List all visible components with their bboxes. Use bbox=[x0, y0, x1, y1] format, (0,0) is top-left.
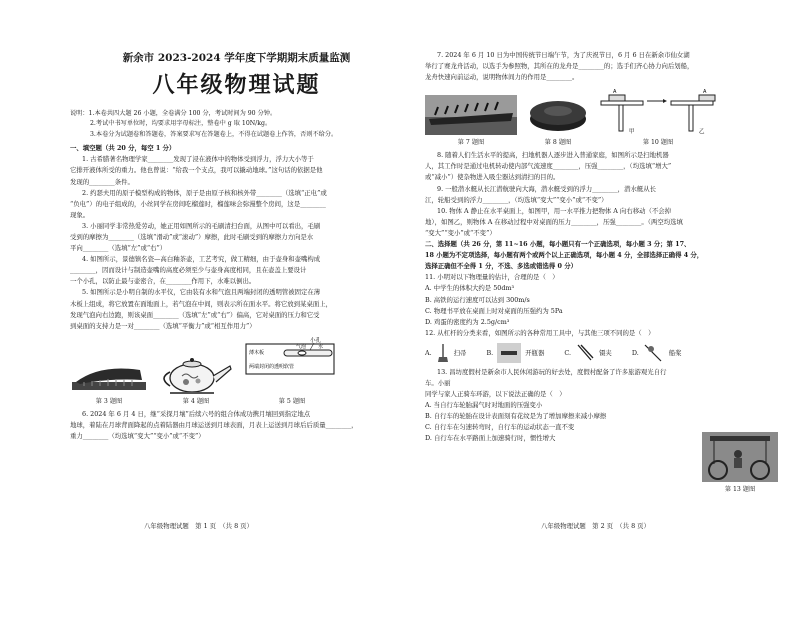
option: A. 当自行车轮胎漏气时对地面的压强变小 bbox=[425, 401, 543, 410]
option-letter: B. bbox=[486, 348, 494, 357]
section-heading bbox=[425, 239, 780, 272]
figure-3 bbox=[70, 360, 148, 405]
dragon-boat-photo bbox=[425, 95, 517, 135]
teapot-illustration bbox=[156, 352, 236, 394]
block-on-table-diagram bbox=[599, 87, 717, 135]
question-line: 1. 古希腊著名物理学家________发现了浸在液体中的物体受到浮力，浮力大小等于 bbox=[82, 155, 314, 164]
robot-vacuum-image bbox=[525, 95, 591, 135]
question-8 bbox=[425, 150, 780, 183]
svg-text:A: A bbox=[613, 89, 617, 96]
note-line: 3.本卷分为试题卷和答题卷，答案要求写在答题卷上，不得在试题卷上作答，否则不给分。 bbox=[90, 130, 338, 138]
figure-caption: 第 8 题图 bbox=[544, 139, 572, 147]
figure-10 bbox=[599, 87, 717, 146]
question-line: 地球，着陆在月球背面降起的点着陆器由月球运送到月球表面，月表上运送到月球后后质量________， bbox=[70, 420, 358, 429]
page-right bbox=[397, 0, 794, 618]
figure-4 bbox=[156, 352, 236, 405]
question-11 bbox=[425, 272, 780, 327]
label-board: 薄木板 bbox=[249, 349, 265, 356]
question-line: 平向________（选填“左”或“右”） bbox=[70, 244, 167, 253]
option-letter: D. bbox=[631, 348, 639, 357]
svg-text:A: A bbox=[703, 89, 707, 96]
option: C. 物理书平放在桌面上时对桌面的压强约为 5Pa bbox=[425, 306, 563, 315]
question-line: 木板上组成，将它放置在面地面上，若气泡在中间，则表示所在面水平。将它放到某桌面上， bbox=[70, 299, 333, 308]
question-line: 重力________（均选填“变大”“变小”或“不变”） bbox=[70, 432, 205, 440]
note-line: 2.考试中书写单位时，均要求用字母标注，整卷中 g 取 10N/kg。 bbox=[90, 120, 272, 128]
option: A. 中学生的体积大约是 50dm³ bbox=[425, 284, 515, 293]
oar-icon bbox=[643, 343, 665, 363]
label-hole: 小孔 bbox=[310, 337, 322, 344]
option-letter: A. bbox=[425, 348, 432, 357]
question-line: 到桌面的支持力是一对________（选填“平衡力”或“相互作用力”） bbox=[70, 321, 256, 330]
option-letter: C. bbox=[564, 348, 572, 357]
label-bubble: 气泡 bbox=[296, 343, 307, 350]
question-line: 8. 随着人们生活水平的提高，扫地机器人逐步进入普通家庭，如图所示是扫地机器 bbox=[437, 151, 669, 160]
option: D. 鸡蛋的密度约为 2.5g/cm³ bbox=[425, 317, 510, 326]
question-2 bbox=[70, 188, 383, 221]
question-line: 6. 2024 年 6 月 4 日，继“采探月壤”后续六号的组合体成功携月壤回到指定地点 bbox=[82, 409, 311, 418]
option: B. 自行车的轮胎在设计表面刻有花纹是为了增加摩擦来减小摩擦 bbox=[425, 412, 607, 421]
question-13 bbox=[425, 367, 675, 445]
exam-notes bbox=[70, 109, 383, 140]
section-line: 选择正确但不全得 1 分，不选、多选或错选得 0 分） bbox=[425, 262, 577, 271]
question-line: 2. 约瑟夫用的原子模型构成的物体，原子是由原子核和核外带________（选填“正电”或 bbox=[82, 188, 327, 197]
question-6 bbox=[70, 409, 383, 442]
question-line: 江，轮船受到的浮力________，（均选填“变大”“变小”或“不变”） bbox=[425, 195, 608, 204]
question-line: 5. 如图所示是小明自制的水平仪，它由装有水和气泡且两端封闭的透明管被固定在薄 bbox=[82, 288, 321, 297]
question-line: 同学与家人正骑车环游，以下说法正确的是（ ） bbox=[425, 390, 566, 399]
question-line: 受到的摩擦为________（选填“滑动”或“滚动”）摩擦，此时毛刷受到的摩擦力方向是水 bbox=[70, 232, 314, 241]
option-label: 扫帚 bbox=[453, 349, 467, 358]
question-stem: 12. 从杠杆的分类来看，如图所示的各种常用工具中，与其他三项不同的是（ ） bbox=[425, 328, 655, 337]
exam-header: 新余市 2023-2024 学年度下学期期末质量监测 bbox=[122, 52, 351, 64]
question-line: 一个小孔，以防止最与壶密合，在________作用下，水难以倒出。 bbox=[70, 277, 256, 286]
figure-caption: 第 5 题图 bbox=[278, 397, 306, 405]
figure-row bbox=[70, 336, 383, 405]
option: D. 自行车在水平路面上加速骑行时，惯性增大 bbox=[425, 434, 556, 443]
question-line: 地），如图乙，则物体 A 在移动过程中对桌面的压力________，压强________。（两空均选填 bbox=[425, 217, 683, 226]
question-line: 发现气泡向右边跑，则该桌面________（选填“左”或“右”）偏高，它对桌面的压力和它受 bbox=[70, 310, 320, 319]
label-water: 水 bbox=[318, 343, 324, 350]
section-line: 二、选择题（共 26 分，第 11~16 小题，每小题只有一个正确选项，每小题 3 分；第 17、 bbox=[425, 240, 691, 249]
label-jia: 甲 bbox=[629, 129, 635, 136]
level-illustration bbox=[244, 336, 340, 394]
section-line: 18 小题为不定项选择，每小题有两个或两个以上正确选项，每小题 4 分，全部选择正确得 4 分， bbox=[425, 251, 704, 260]
question-5 bbox=[70, 287, 383, 331]
page-footer: 八年级物理试题 第 2 页 （共 8 页） bbox=[541, 522, 650, 530]
figure-13 bbox=[702, 432, 778, 493]
option: C. 自行车在匀速转弯时，自行车的运动状态一直不变 bbox=[425, 423, 575, 432]
question-9 bbox=[425, 184, 780, 206]
question-line: 或“减小”）使杂物进入吸尘器达到清扫的目的。 bbox=[425, 173, 560, 182]
option-label: 镊夹 bbox=[599, 349, 612, 358]
bottle-opener-icon bbox=[497, 343, 521, 363]
question-line: 9. 一般潜水艇从长江潜航驶向大海，潜水艇受到的浮力________，潜水艇从长 bbox=[437, 184, 657, 193]
figure-8 bbox=[525, 95, 591, 146]
question-line: 13. 昌坊度假村是新余市人民休闲游玩的好去处，度假村配备了许多旅游观光自行车。小丽 bbox=[425, 367, 667, 387]
section-heading: 一、填空题（共 20 分，每空 1 分） bbox=[70, 144, 176, 153]
figure-caption: 第 3 题图 bbox=[95, 397, 123, 405]
exam-title: 八年级物理试题 bbox=[152, 72, 321, 98]
question-1 bbox=[70, 154, 383, 187]
question-line: “负电”）的电子组成的，小丝同学在房间吃榴莲时，榴莲味会弥漫整个房间，这是________ bbox=[70, 199, 326, 208]
note-line: 说明：1.本卷共四大题 26 小题，全卷满分 100 分，考试时间为 90 分钟。 bbox=[70, 110, 277, 117]
figure-caption: 第 13 题图 bbox=[724, 486, 756, 493]
label-tube: 两端封闭的透明软管 bbox=[249, 363, 295, 370]
option-label: 开瓶器 bbox=[525, 349, 545, 358]
question-12 bbox=[425, 328, 780, 339]
question-line: 举行了赛龙舟活动，以选手为参照物，其所在的龙舟是________的；选手们齐心协力向后划船， bbox=[425, 62, 694, 71]
tongs-icon bbox=[575, 343, 595, 363]
question-3 bbox=[70, 221, 383, 254]
figure-caption: 第 7 题图 bbox=[457, 139, 485, 147]
question-12-options bbox=[425, 343, 780, 363]
question-line: 7. 2024 年 6 月 10 日为中国传统节日端午节，为了庆祝节日，6 月 6 日在新余市仙女湖 bbox=[437, 51, 690, 59]
page-footer: 八年级物理试题 第 1 页 （共 8 页） bbox=[144, 522, 253, 530]
question-line: 发现的________条件。 bbox=[70, 177, 134, 186]
question-line: 龙舟快速向前运动，说明物体间力的作用是________。 bbox=[425, 73, 579, 82]
question-line: 10. 物体 A 静止在水平桌面上，如图甲，用一水平推力把物体 A 向右移动（不会掉 bbox=[437, 206, 672, 215]
question-line: 人，其工作时是通过电机转动使内部气流速度________，压强________，（均选填“增大” bbox=[425, 162, 672, 171]
figure-7 bbox=[425, 95, 517, 146]
broom-icon bbox=[436, 343, 450, 363]
question-line: “变大”“变小”或“不变”） bbox=[425, 228, 496, 237]
label-yi: 乙 bbox=[699, 129, 705, 136]
figure-caption: 第 10 题图 bbox=[642, 139, 674, 147]
option: B. 高铁的运行速度可以达到 300m/s bbox=[425, 295, 530, 304]
question-7 bbox=[425, 50, 780, 83]
brush-illustration bbox=[70, 360, 148, 394]
question-10 bbox=[425, 206, 780, 239]
figure-5 bbox=[244, 336, 340, 405]
option-label: 船桨 bbox=[668, 349, 682, 358]
question-line: 它排开液体所受的重力。他也曾说：“给我一个支点，我可以撬动地球。”这句话的依据是他 bbox=[70, 166, 323, 175]
question-line: 4. 如图所示，景德镇名瓷—高白釉茶壶，工艺考究，做工精细，由于壶身和壶嘴构成 bbox=[82, 255, 321, 264]
question-4 bbox=[70, 254, 383, 287]
figure-row bbox=[425, 87, 780, 146]
figure-caption: 第 4 题图 bbox=[182, 397, 210, 405]
sightseeing-bike-photo bbox=[702, 432, 778, 482]
question-line: 现象。 bbox=[70, 210, 90, 219]
question-stem: 11. 小明对以下物理量的估计，合理的是（ ） bbox=[425, 273, 559, 282]
question-line: ________，因而设计与制造壶嘴的高度必须至少与壶身高度相同，且在壶盖上要设计 bbox=[70, 266, 307, 275]
question-line: 3. 小丽同学非常热爱劳动，她正用如图所示的毛刷清扫台面，从图中可以看出，毛刷 bbox=[82, 221, 321, 230]
